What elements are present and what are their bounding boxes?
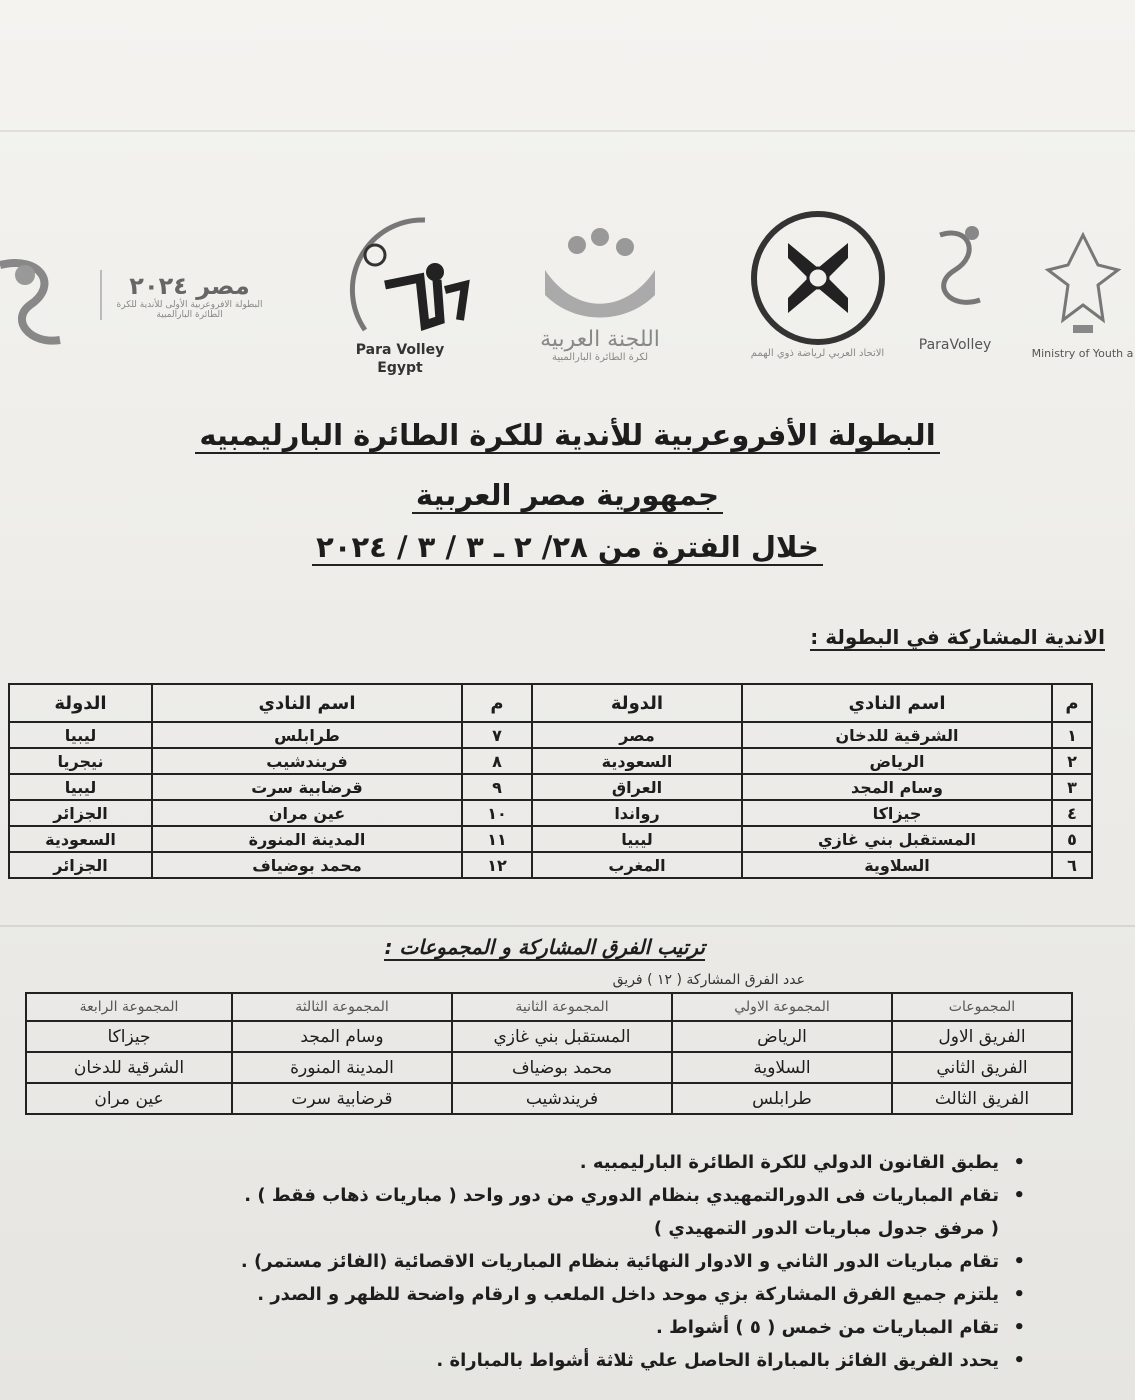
- cell: محمد بوضياف: [152, 852, 462, 878]
- col-header: المجموعة الثانية: [452, 993, 672, 1021]
- cell: فريندشيب: [452, 1083, 672, 1114]
- col-header: الدولة: [532, 684, 742, 722]
- cell: ٧: [462, 722, 532, 748]
- list-item: [85, 1346, 1025, 1379]
- cell: ٨: [462, 748, 532, 774]
- cell: طرابلس: [672, 1083, 892, 1114]
- cell: ليبيا: [9, 774, 152, 800]
- table-row: [9, 852, 1092, 878]
- cell: الرياض: [742, 748, 1052, 774]
- col-header: م: [462, 684, 532, 722]
- note-text: تقام المباريات من خمس ( ٥ ) أشواط .: [655, 1317, 999, 1338]
- table-row: [9, 800, 1092, 826]
- arab-committee-logo: [520, 225, 680, 363]
- committee-caption: اللجنة العربية: [540, 327, 660, 352]
- cell: جيزاكا: [26, 1021, 232, 1052]
- cell: وسام المجد: [742, 774, 1052, 800]
- table-row: [26, 1021, 1072, 1052]
- cell: ليبيا: [532, 826, 742, 852]
- arab-federation-logo: [745, 208, 890, 359]
- table-row: [9, 826, 1092, 852]
- tournament-title: البطولة الأفروعربية للأندية للكرة الطائرة البارليمبيه: [0, 418, 1135, 452]
- bullet-icon: •: [1013, 1284, 1025, 1305]
- cell: الجزائر: [9, 800, 152, 826]
- cell: قرضابية سرت: [232, 1083, 452, 1114]
- cell: ٤: [1052, 800, 1092, 826]
- col-header: المجموعات: [892, 993, 1072, 1021]
- cell: السلاوية: [672, 1052, 892, 1083]
- col-header: الدولة: [9, 684, 152, 722]
- paper-fold: [0, 130, 1135, 132]
- cell: جيزاكا: [742, 800, 1052, 826]
- cell: العراق: [532, 774, 742, 800]
- table-row: [9, 722, 1092, 748]
- cell: ١: [1052, 722, 1092, 748]
- note-text: ( مرفق جدول مباريات الدور التمهيدي ): [653, 1218, 999, 1239]
- eagle-emblem-icon: [1043, 225, 1123, 345]
- cell: المستقبل بني غازي: [452, 1021, 672, 1052]
- col-header: اسم النادي: [742, 684, 1052, 722]
- col-header: م: [1052, 684, 1092, 722]
- cell: الشرقية للدخان: [26, 1052, 232, 1083]
- egypt-2024-subcaption: البطولة الافروعربية الأولى للأندية للكرة الطائرة البارالمبية: [116, 300, 263, 320]
- country-title: جمهورية مصر العربية: [0, 478, 1135, 512]
- egypt-caption: Egypt: [377, 360, 423, 376]
- table-row: [9, 774, 1092, 800]
- bullet-icon: •: [1013, 1152, 1025, 1173]
- cell: الفريق الثالث: [892, 1083, 1072, 1114]
- bullet-icon: •: [1013, 1251, 1025, 1272]
- table-row: [26, 1052, 1072, 1083]
- groups-table: [25, 992, 1073, 1115]
- committee-figures-icon: [535, 225, 665, 325]
- committee-subcaption: لكرة الطائرة البارالمبية: [551, 352, 649, 363]
- cell: رواندا: [532, 800, 742, 826]
- table-row: [26, 1083, 1072, 1114]
- note-text: يلتزم جميع الفرق المشاركة بزي موحد داخل الملعب و ارقام واضحة للظهر و الصدر .: [257, 1284, 999, 1305]
- para-volley-caption: Para Volley: [355, 342, 445, 358]
- cell: ٣: [1052, 774, 1092, 800]
- cell: ٦: [1052, 852, 1092, 878]
- cell: وسام المجد: [232, 1021, 452, 1052]
- federation-caption: الاتحاد العربي لرياضة ذوي الهمم: [750, 348, 885, 359]
- egypt-2024-caption: مصر ٢٠٢٤: [129, 272, 250, 300]
- paper-fold: [0, 925, 1135, 927]
- groups-heading: ترتيب الفرق المشاركة و المجموعات :: [384, 935, 705, 959]
- cell: المغرب: [532, 852, 742, 878]
- groups-header-row: [26, 993, 1072, 1021]
- cell: الفريق الاول: [892, 1021, 1072, 1052]
- cell: ١٢: [462, 852, 532, 878]
- cell: المدينة المنورة: [232, 1052, 452, 1083]
- cell: الجزائر: [9, 852, 152, 878]
- ministry-logo: [1030, 225, 1135, 360]
- cell: فريندشيب: [152, 748, 462, 774]
- cell: الشرقية للدخان: [742, 722, 1052, 748]
- cell: الفريق الثاني: [892, 1052, 1072, 1083]
- list-item: [85, 1280, 1025, 1313]
- cell: الرياض: [672, 1021, 892, 1052]
- clubs-table: [8, 683, 1093, 879]
- cell: عين مران: [26, 1083, 232, 1114]
- note-text: تقام المباريات فى الدورالتمهيدي بنظام الدوري من دور واحد ( مباريات ذهاب فقط ) .: [244, 1185, 999, 1206]
- cell: المدينة المنورة: [152, 826, 462, 852]
- cell: طرابلس: [152, 722, 462, 748]
- list-item: [85, 1148, 1025, 1181]
- cell: ١١: [462, 826, 532, 852]
- bullet-icon: •: [1013, 1185, 1025, 1206]
- cell: السعودية: [532, 748, 742, 774]
- cell: نيجريا: [9, 748, 152, 774]
- cell: قرضابية سرت: [152, 774, 462, 800]
- note-text: تقام مباريات الدور الثاني و الادوار النهائية بنظام المباريات الاقصائية (الفائز مستمر) .: [240, 1251, 999, 1272]
- list-item: [85, 1313, 1025, 1346]
- tournament-emblem-icon: [0, 245, 80, 355]
- cell: مصر: [532, 722, 742, 748]
- bullet-icon: •: [1013, 1317, 1025, 1338]
- cell: السلاوية: [742, 852, 1052, 878]
- clubs-heading: الاندية المشاركة في البطولة :: [810, 625, 1105, 649]
- note-text: يطبق القانون الدولي للكرة الطائرة البارليمبيه .: [579, 1152, 999, 1173]
- list-item: [85, 1181, 1025, 1214]
- cell: ليبيا: [9, 722, 152, 748]
- cell: ٩: [462, 774, 532, 800]
- col-header: المجموعة الاولي: [672, 993, 892, 1021]
- para-volley-egypt-logo: [300, 210, 500, 376]
- cell: عين مران: [152, 800, 462, 826]
- col-header: المجموعة الثالثة: [232, 993, 452, 1021]
- cell: ٢: [1052, 748, 1092, 774]
- list-item: [85, 1214, 1025, 1247]
- teams-count: عدد الفرق المشاركة ( ١٢ ) فريق: [612, 972, 805, 988]
- cell: ٥: [1052, 826, 1092, 852]
- paravolley-logo: [905, 215, 1005, 353]
- paravolley-figure-icon: [910, 215, 1000, 335]
- volleyball-player-icon: [305, 210, 495, 340]
- cell: ١٠: [462, 800, 532, 826]
- paravolley-caption: ParaVolley: [918, 337, 992, 353]
- clubs-header-row: [9, 684, 1092, 722]
- rules-list: [85, 1148, 1025, 1379]
- cell: محمد بوضياف: [452, 1052, 672, 1083]
- cell: السعودية: [9, 826, 152, 852]
- col-header: اسم النادي: [152, 684, 462, 722]
- list-item: [85, 1247, 1025, 1280]
- egypt-2024-logo: [100, 270, 277, 320]
- cell: المستقبل بني غازي: [742, 826, 1052, 852]
- federation-seal-icon: [748, 208, 888, 348]
- bullet-icon: •: [1013, 1350, 1025, 1371]
- period-title: خلال الفترة من ٢٨/ ٢ ـ ٣ / ٣ / ٢٠٢٤: [0, 530, 1135, 564]
- note-text: يحدد الفريق الفائز بالمباراة الحاصل علي ثلاثة أشواط بالمباراة .: [436, 1350, 999, 1371]
- table-row: [9, 748, 1092, 774]
- col-header: المجموعة الرابعة: [26, 993, 232, 1021]
- ministry-caption: Ministry of Youth a: [1031, 347, 1134, 360]
